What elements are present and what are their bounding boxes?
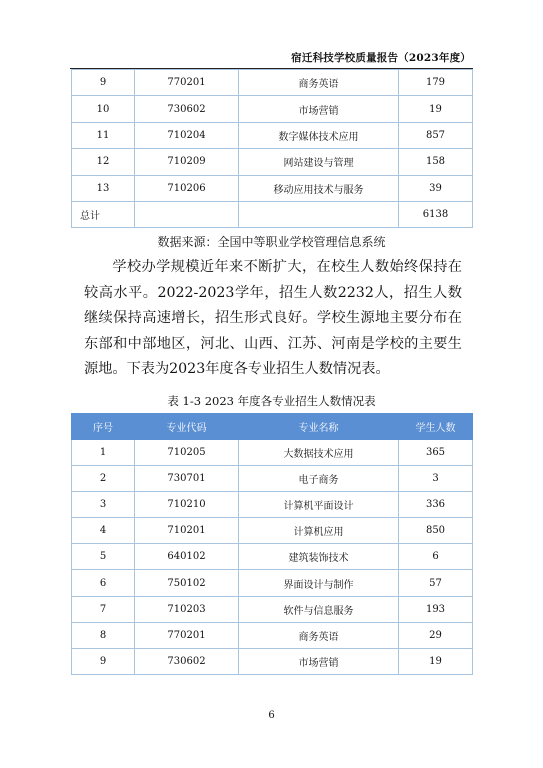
table-caption: 表 1-3 2023 年度各专业招生人数情况表 (167, 394, 376, 408)
cell-code: 730701 (135, 466, 239, 492)
cell-count: 57 (399, 570, 473, 596)
cell-count: 365 (399, 440, 473, 466)
cell-index: 13 (72, 175, 135, 201)
table-row (72, 570, 473, 596)
cell-code: 730602 (135, 96, 239, 122)
cell-code: 710204 (135, 122, 239, 148)
cell-index: 5 (72, 544, 135, 570)
body-paragraph (84, 255, 462, 383)
cell-major: 电子商务 (239, 466, 399, 492)
cell-index: 1 (72, 440, 135, 466)
total-value: 6138 (399, 201, 473, 227)
cell-count: 6 (399, 544, 473, 570)
table-row (72, 70, 473, 96)
cell-count: 179 (399, 70, 473, 96)
cell-index: 11 (72, 122, 135, 148)
cell-major: 移动应用技术与服务 (239, 175, 399, 201)
cell-major: 计算机平面设计 (239, 492, 399, 518)
cell-major: 大数据技术应用 (239, 440, 399, 466)
table-row (72, 96, 473, 122)
cell-count: 850 (399, 518, 473, 544)
cell-code: 770201 (135, 70, 239, 96)
cell-index: 4 (72, 518, 135, 544)
cell-count: 3 (399, 466, 473, 492)
cell-code: 710206 (135, 175, 239, 201)
table-row (72, 622, 473, 648)
cell-code: 750102 (135, 570, 239, 596)
table-row (72, 596, 473, 622)
cell-index: 9 (72, 70, 135, 96)
cell-major: 市场营销 (239, 648, 399, 674)
data-source-note: 数据来源：全国中等职业学校管理信息系统 (157, 235, 386, 249)
total-row (72, 201, 473, 227)
header-major: 专业名称 (239, 414, 399, 440)
cell-major: 计算机应用 (239, 518, 399, 544)
cell-code: 770201 (135, 622, 239, 648)
cell-count: 19 (399, 648, 473, 674)
cell-code: 710203 (135, 596, 239, 622)
table-row (72, 518, 473, 544)
header-code: 专业代码 (135, 414, 239, 440)
cell-count: 158 (399, 149, 473, 175)
paragraph-text: 学校办学规模近年来不断扩大，在校生人数始终保持在较高水平。2022-2023学年，招生人数2232人，招生人数继续保持高速增长，招生形式良好。学校生源地主要分布在东部和中部地区，河北、山西、江苏、河南是学校的主要生源地。下表为2023年度各专业招生人数情况表。 (84, 259, 462, 378)
cell-code: 710210 (135, 492, 239, 518)
cell-code: 710201 (135, 518, 239, 544)
cell-count: 336 (399, 492, 473, 518)
cell-code: 710205 (135, 440, 239, 466)
cell-major: 市场营销 (239, 96, 399, 122)
cell-count: 193 (399, 596, 473, 622)
cell-major: 数字媒体技术应用 (239, 122, 399, 148)
cell-index: 2 (72, 466, 135, 492)
cell-index: 10 (72, 96, 135, 122)
cell-major: 建筑装饰技术 (239, 544, 399, 570)
cell-count: 857 (399, 122, 473, 148)
table-header-row (72, 414, 473, 440)
page-number: 6 (268, 710, 275, 721)
header-count: 学生人数 (399, 414, 473, 440)
table-row (72, 440, 473, 466)
cell-count: 29 (399, 622, 473, 648)
cell-major: 商务英语 (239, 622, 399, 648)
table-row (72, 175, 473, 201)
enrollment-2023-table (71, 413, 473, 675)
cell-code: 710209 (135, 149, 239, 175)
cell-index: 3 (72, 492, 135, 518)
table-row (72, 149, 473, 175)
cell-major: 界面设计与制作 (239, 570, 399, 596)
cell-index: 8 (72, 622, 135, 648)
table-row (72, 122, 473, 148)
table-row (72, 648, 473, 674)
total-label: 总计 (72, 201, 135, 227)
empty-cell (135, 201, 239, 227)
cell-index: 6 (72, 570, 135, 596)
cell-major: 商务英语 (239, 70, 399, 96)
table-row (72, 544, 473, 570)
cell-index: 7 (72, 596, 135, 622)
cell-code: 730602 (135, 648, 239, 674)
page-header: 宿迁科技学校质量报告（2023年度） (291, 52, 471, 64)
cell-count: 39 (399, 175, 473, 201)
cell-major: 网站建设与管理 (239, 149, 399, 175)
cell-index: 9 (72, 648, 135, 674)
header-index: 序号 (72, 414, 135, 440)
enrollment-table-continued (71, 69, 473, 228)
cell-code: 640102 (135, 544, 239, 570)
cell-index: 12 (72, 149, 135, 175)
table-row (72, 492, 473, 518)
cell-major: 软件与信息服务 (239, 596, 399, 622)
cell-count: 19 (399, 96, 473, 122)
table-row (72, 466, 473, 492)
empty-cell (239, 201, 399, 227)
